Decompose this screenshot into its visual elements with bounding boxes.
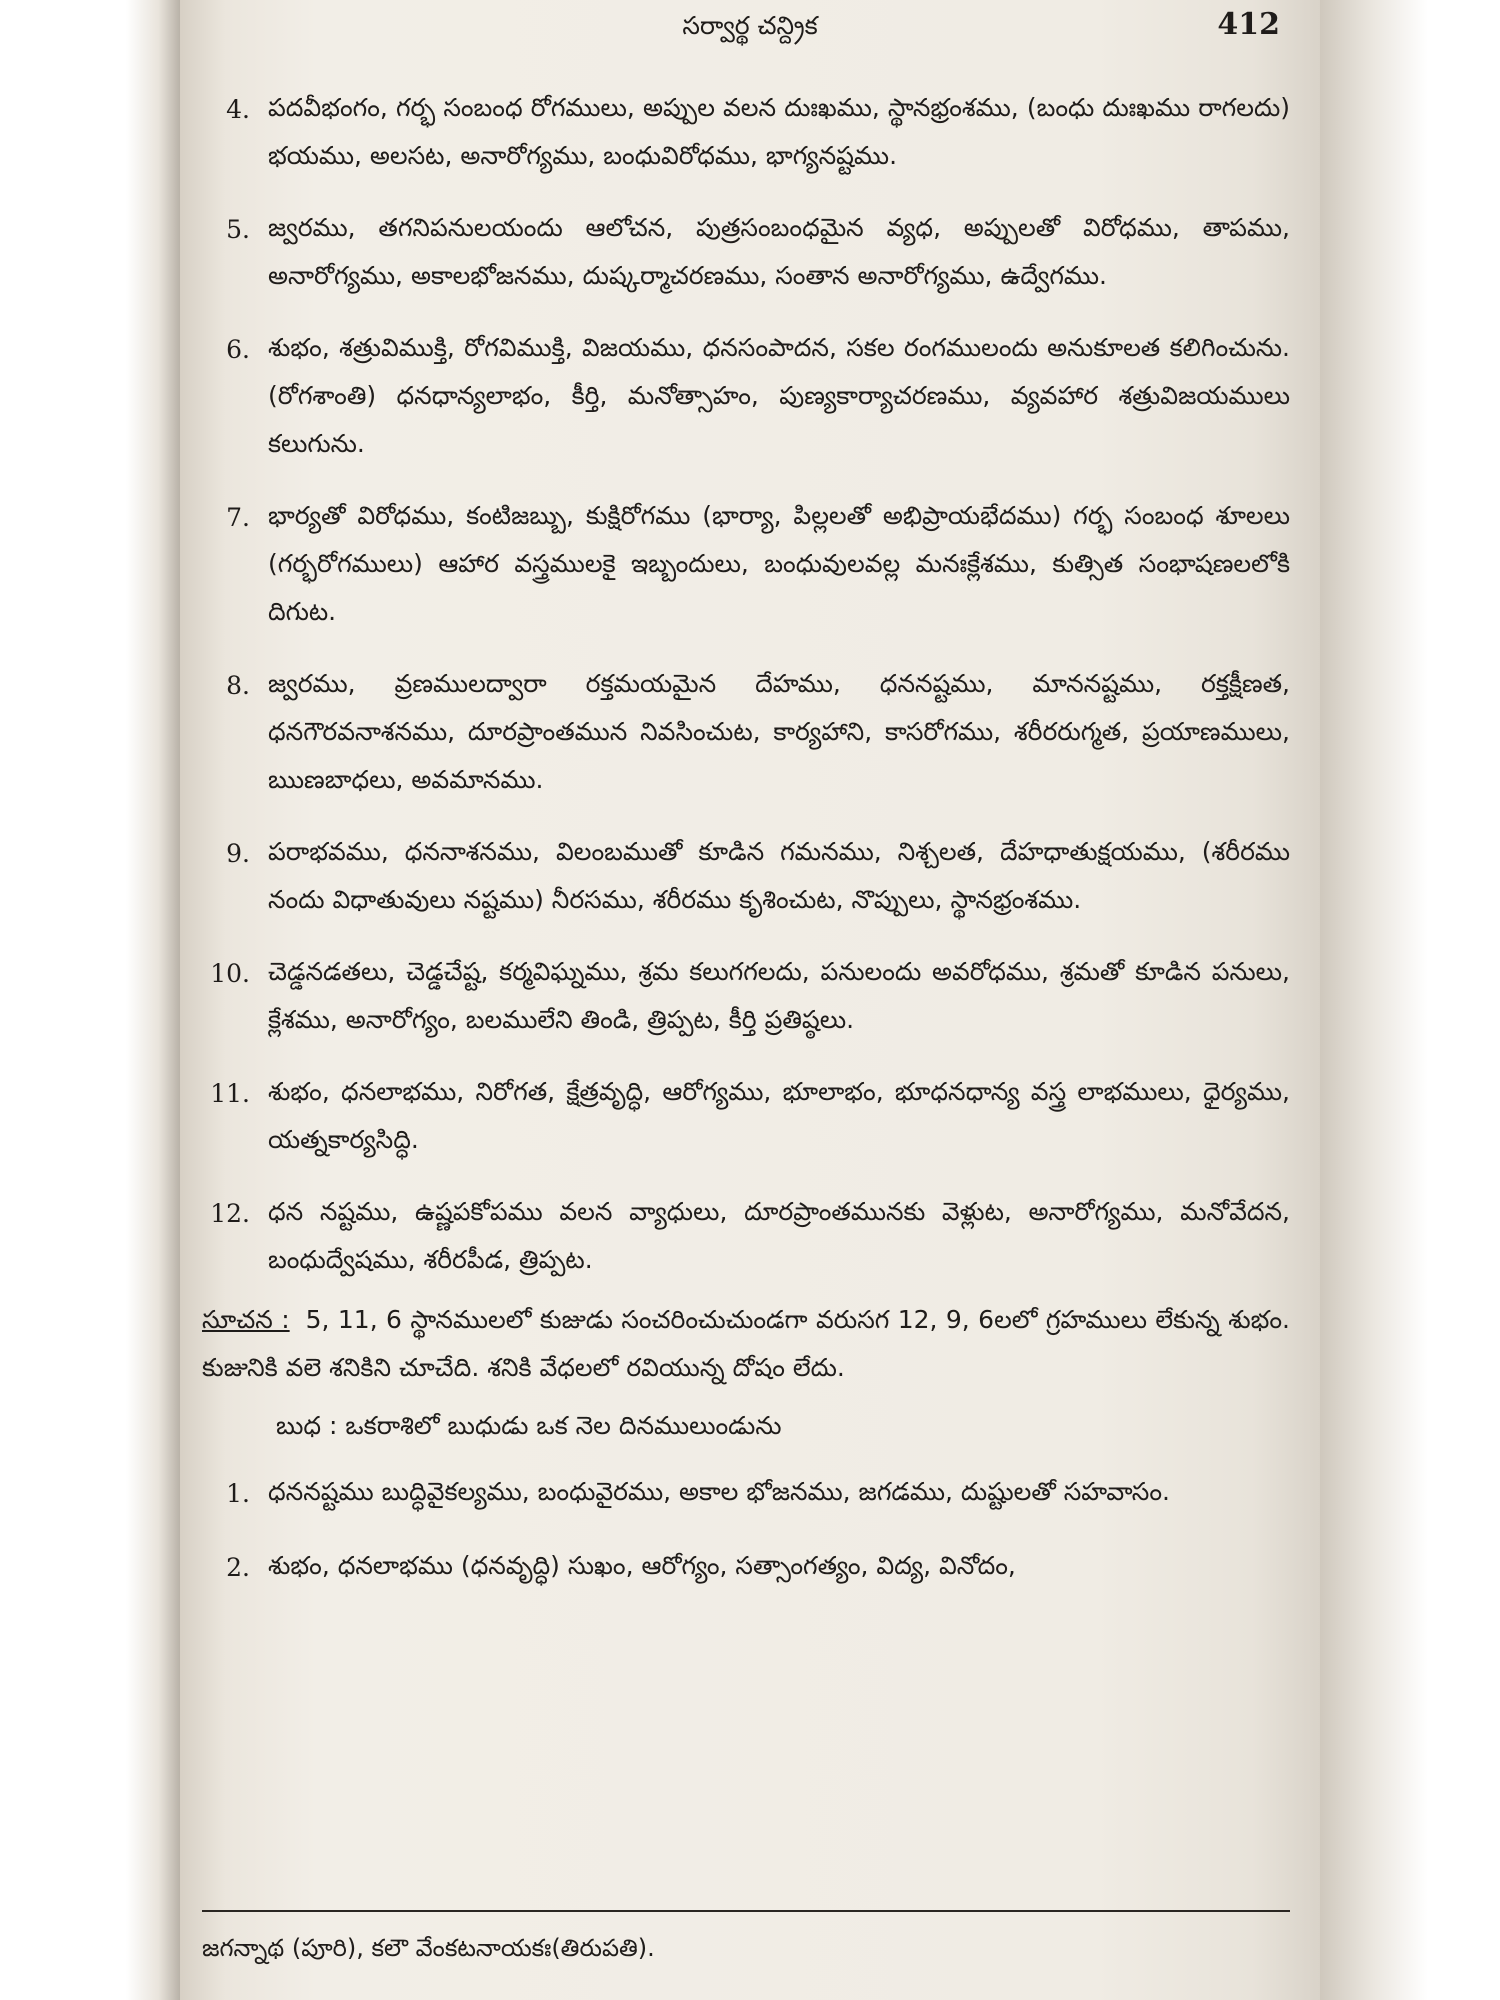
footer-divider <box>202 1910 1290 1912</box>
item-text: ధననష్టము బుద్ధివైకల్యము, బంధువైరము, అకాల భోజనము, జగడము, దుష్టులతో సహవాసం. <box>268 1477 1170 1506</box>
footer-text: జగన్నాథ (పూరి), కలౌ వేంకటనాయకః(తిరుపతి). <box>202 1934 655 1962</box>
list-item <box>202 1188 1290 1284</box>
item-text: పదవీభంగం, గర్భ సంబంధ రోగములు, అప్పుల వలన దుఃఖము, స్థానభ్రంశము, (బంధు దుఃఖము రాగలదు) భయము, అలసట, అనారోగ్యము, బంధువిరోధము, భాగ్యనష్టము. <box>268 93 1290 170</box>
item-text: జ్వరము, తగనిపనులయందు ఆలోచన, పుత్రసంబంధమైన వ్యధ, అప్పులతో విరోధము, తాపము, అనారోగ్యము, అకాలభోజనము, దుష్కర్మాచరణము, సంతాన అనారోగ్యము, ఉద్వేగము. <box>268 213 1290 290</box>
list-item <box>202 660 1290 804</box>
note-paragraph <box>202 1296 1290 1392</box>
item-number: 8. <box>226 671 250 700</box>
item-text: పరాభవము, ధననాశనము, విలంబముతో కూడిన గమనము, నిశ్చలత, దేహధాతుక్షయము, (శరీరము నందు విధాతువులు నష్టము) నీరసము, శరీరము కృశించుట, నొప్పులు, స్థానభ్రంశము. <box>268 837 1290 914</box>
item-number: 5. <box>226 215 250 244</box>
item-text: శుభం, శత్రువిముక్తి, రోగవిముక్తి, విజయము, ధనసంపాదన, సకల రంగములందు అనుకూలత కలిగించును. (రోగశాంతి) ధనధాన్యలాభం, కీర్తి, మనోత్సాహం, పుణ్యకార్యాచరణము, వ్యవహార శత్రువిజయములు కలుగును. <box>268 333 1290 458</box>
item-number: 1. <box>226 1479 250 1508</box>
list-item <box>202 1468 1290 1518</box>
item-text: జ్వరము, వ్రణములద్వారా రక్తమయమైన దేహము, ధననష్టము, మాననష్టము, రక్తక్షీణత, ధనగౌరవనాశనము, దూరప్రాంతమున నివసించుట, కార్యహాని, కాసరోగము, శరీరరుగ్మత, ప్రయాణములు, ఋణబాధలు, అవమానము. <box>268 669 1290 794</box>
item-number: 11. <box>210 1079 250 1108</box>
book-page <box>180 0 1320 2000</box>
page-body <box>202 84 1290 1616</box>
item-text: శుభం, ధనలాభము (ధనవృద్ధి) సుఖం, ఆరోగ్యం, సత్సాంగత్యం, విద్య, వినోదం, <box>268 1551 1016 1580</box>
section-heading: బుధ : ఒకరాశిలో బుధుడు ఒక నెల దినములుండును <box>276 1411 782 1440</box>
running-title: సర్వార్థ చన్ద్రిక <box>682 11 818 40</box>
note-label: సూచన : <box>202 1305 290 1334</box>
item-number: 9. <box>226 839 250 868</box>
page-header <box>180 6 1320 48</box>
item-number: 4. <box>226 95 250 124</box>
list-item <box>202 84 1290 180</box>
item-text: ధన నష్టము, ఉష్ణపకోపము వలన వ్యాధులు, దూరప్రాంతమునకు వెళ్లుట, అనారోగ్యము, మనోవేదన, బంధుద్వేషము, శరీరపీడ, త్రిప్పట. <box>268 1197 1290 1274</box>
list-item <box>202 324 1290 468</box>
list-item <box>202 1068 1290 1164</box>
note-text: 5, 11, 6 స్థానములలో కుజుడు సంచరించుచుండగా వరుసగ 12, 9, 6లలో గ్రహములు లేకున్న శుభం. కుజునికి వలె శనికిని చూచేది. శనికి వేధలలో రవియున్న దోషం లేదు. <box>202 1305 1291 1382</box>
item-text: శుభం, ధనలాభము, నిరోగత, క్షేత్రవృద్ధి, ఆరోగ్యము, భూలాభం, భూధనధాన్య వస్త్ర లాభములు, ధైర్యము, యత్నకార్యసిద్ధి. <box>268 1077 1290 1154</box>
list-item <box>202 948 1290 1044</box>
item-text: చెడ్డనడతలు, చెడ్డచేష్ట, కర్మవిఘ్నము, శ్రమ కలుగగలదు, పనులందు అవరోధము, శ్రమతో కూడిన పనులు, క్లేశము, అనారోగ్యం, బలములేని తిండి, త్రిప్పట, కీర్తి ప్రతిష్ఠలు. <box>268 957 1290 1034</box>
item-number: 12. <box>210 1199 250 1228</box>
right-margin <box>1320 0 1500 2000</box>
page-number: 412 <box>1217 7 1280 42</box>
left-margin <box>0 0 180 2000</box>
list-item <box>202 1542 1290 1592</box>
list-item <box>202 828 1290 924</box>
list-item <box>202 204 1290 300</box>
item-text: భార్యతో విరోధము, కంటిజబ్బు, కుక్షిరోగము (భార్యా, పిల్లలతో అభిప్రాయభేదము) గర్భ సంబంధ శూలలు (గర్భరోగములు) ఆహార వస్త్రములకై ఇబ్బందులు, బంధువులవల్ల మనఃక్లేశము, కుత్సిత సంభాషణలలోకి దిగుట. <box>268 501 1290 626</box>
item-number: 6. <box>226 335 250 364</box>
list-item <box>202 492 1290 636</box>
item-number: 10. <box>210 959 250 988</box>
item-number: 7. <box>226 503 250 532</box>
item-number: 2. <box>226 1553 250 1582</box>
